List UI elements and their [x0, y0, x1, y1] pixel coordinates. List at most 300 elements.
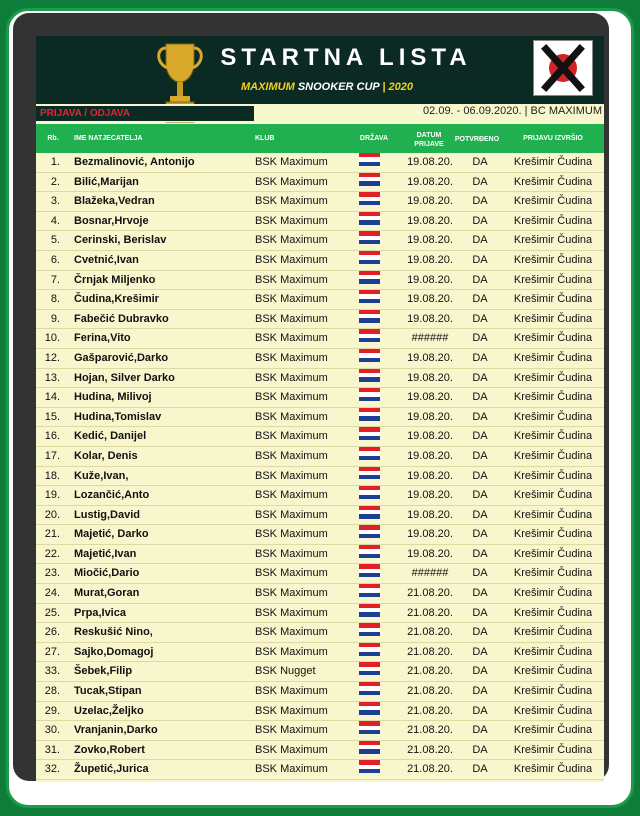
row-club: BSK Maximum — [255, 214, 328, 227]
table-row — [36, 564, 604, 584]
croatia-flag-icon — [359, 349, 380, 368]
table-row — [36, 506, 604, 526]
row-player-name: Hudina, Milivoj — [74, 391, 152, 404]
row-player-name: Ferina,Vito — [74, 332, 131, 345]
row-confirmed: DA — [472, 528, 488, 541]
row-club: BSK Maximum — [255, 234, 328, 247]
row-confirmed: DA — [472, 253, 488, 266]
maximum-logo — [533, 40, 593, 96]
row-registered-by: Krešimir Čudina — [513, 528, 593, 541]
row-registered-by: Krešimir Čudina — [513, 567, 593, 580]
row-country — [359, 192, 381, 211]
row-confirmed: DA — [472, 293, 488, 306]
table-row — [36, 623, 604, 643]
row-club: BSK Maximum — [255, 645, 328, 658]
row-date: 19.08.20. — [407, 508, 453, 521]
row-date: ###### — [411, 332, 449, 345]
row-rb: 17. — [44, 449, 60, 462]
row-country — [359, 760, 381, 779]
col-confirmed: POTVRĐENO — [454, 136, 500, 143]
subtitle-snooker-cup: SNOOKER CUP — [294, 81, 380, 93]
row-country — [359, 662, 381, 681]
row-player-name: Cerinski, Berislav — [74, 234, 167, 247]
row-country — [359, 506, 381, 525]
row-date: 21.08.20. — [407, 626, 453, 639]
croatia-flag-icon — [359, 702, 380, 721]
row-registered-by: Krešimir Čudina — [513, 449, 593, 462]
row-player-name: Miočić,Dario — [74, 567, 140, 580]
table-row — [36, 682, 604, 702]
row-confirmed: DA — [472, 273, 488, 286]
row-date: 19.08.20. — [407, 214, 453, 227]
row-date: 19.08.20. — [407, 273, 453, 286]
row-registered-by: Krešimir Čudina — [513, 175, 593, 188]
row-country — [359, 604, 381, 623]
row-player-name: Reskušić Nino, — [74, 626, 153, 639]
row-registered-by: Krešimir Čudina — [513, 665, 593, 678]
row-confirmed: DA — [472, 195, 488, 208]
row-club: BSK Maximum — [255, 156, 328, 168]
croatia-flag-icon — [359, 662, 380, 681]
row-confirmed: DA — [472, 508, 488, 521]
row-rb: 22. — [44, 547, 60, 560]
row-country — [359, 643, 381, 662]
row-player-name: Šebek,Filip — [74, 665, 133, 678]
row-club: BSK Maximum — [255, 508, 328, 521]
croatia-flag-icon — [359, 506, 380, 525]
row-rb: 7. — [50, 273, 60, 286]
table-row — [36, 388, 604, 408]
table-row — [36, 369, 604, 389]
row-player-name: Tucak,Stipan — [74, 685, 142, 698]
row-registered-by: Krešimir Čudina — [513, 685, 593, 698]
table-row — [36, 447, 604, 467]
table-row — [36, 702, 604, 722]
col-name: IME NATJECATELJA — [74, 135, 143, 142]
row-country — [359, 388, 381, 407]
croatia-flag-icon — [359, 545, 380, 564]
row-date: 19.08.20. — [407, 528, 453, 541]
row-player-name: Lustig,David — [74, 508, 141, 521]
row-rb: 27. — [44, 645, 60, 658]
row-confirmed: DA — [472, 449, 488, 462]
row-player-name: Črnjak Miljenko — [74, 273, 156, 286]
table-row — [36, 467, 604, 487]
row-rb: 10. — [44, 332, 60, 345]
table-row — [36, 290, 604, 310]
table-row — [36, 251, 604, 271]
row-country — [359, 682, 381, 701]
row-registered-by: Krešimir Čudina — [513, 587, 593, 600]
row-registered-by: Krešimir Čudina — [513, 351, 593, 364]
row-club: BSK Nugget — [255, 665, 316, 678]
table-row — [36, 310, 604, 330]
players-table — [36, 153, 604, 780]
prijava-odjava-label: PRIJAVA / ODJAVA — [36, 106, 254, 121]
row-country — [359, 251, 381, 270]
table-row — [36, 271, 604, 291]
row-player-name: Bezmalinović, Antonijo — [74, 156, 195, 168]
croatia-flag-icon — [359, 643, 380, 662]
row-player-name: Bilić,Marijan — [74, 175, 139, 188]
event-dates: 02.09. - 06.09.2020. | BC MAXIMUM — [423, 105, 602, 117]
row-club: BSK Maximum — [255, 253, 328, 266]
row-registered-by: Krešimir Čudina — [513, 743, 593, 756]
croatia-flag-icon — [359, 153, 380, 172]
table-row — [36, 153, 604, 173]
row-country — [359, 584, 381, 603]
row-country — [359, 486, 381, 505]
row-club: BSK Maximum — [255, 351, 328, 364]
row-player-name: Majetić,Ivan — [74, 547, 137, 560]
row-confirmed: DA — [472, 724, 488, 737]
row-player-name: Sajko,Domagoj — [74, 645, 154, 658]
row-confirmed: DA — [472, 665, 488, 678]
row-club: BSK Maximum — [255, 195, 328, 208]
row-club: BSK Maximum — [255, 587, 328, 600]
row-registered-by: Krešimir Čudina — [513, 724, 593, 737]
row-player-name: Župetić,Jurica — [74, 763, 149, 776]
row-rb: 13. — [44, 371, 60, 384]
row-date: 19.08.20. — [407, 351, 453, 364]
row-date: ###### — [411, 567, 449, 580]
row-player-name: Kolar, Denis — [74, 449, 138, 462]
row-registered-by: Krešimir Čudina — [513, 214, 593, 227]
row-club: BSK Maximum — [255, 293, 328, 306]
row-confirmed: DA — [472, 351, 488, 364]
croatia-flag-icon — [359, 408, 380, 427]
row-rb: 8. — [50, 293, 60, 306]
row-club: BSK Maximum — [255, 175, 328, 188]
row-club: BSK Maximum — [255, 273, 328, 286]
row-country — [359, 369, 381, 388]
row-confirmed: DA — [472, 469, 488, 482]
table-row — [36, 231, 604, 251]
row-confirmed: DA — [472, 645, 488, 658]
row-registered-by: Krešimir Čudina — [513, 410, 593, 423]
row-registered-by: Krešimir Čudina — [513, 371, 593, 384]
row-country — [359, 447, 381, 466]
row-player-name: Fabečić Dubravko — [74, 312, 169, 325]
row-club: BSK Maximum — [255, 312, 328, 325]
row-registered-by: Krešimir Čudina — [513, 547, 593, 560]
croatia-flag-icon — [359, 329, 380, 348]
table-header — [36, 124, 604, 153]
row-club: BSK Maximum — [255, 567, 328, 580]
row-rb: 1. — [50, 156, 60, 168]
row-confirmed: DA — [472, 626, 488, 639]
row-date: 19.08.20. — [407, 312, 453, 325]
row-country — [359, 545, 381, 564]
row-country — [359, 467, 381, 486]
row-registered-by: Krešimir Čudina — [513, 508, 593, 521]
row-country — [359, 271, 381, 290]
croatia-flag-icon — [359, 192, 380, 211]
row-registered-by: Krešimir Čudina — [513, 430, 593, 443]
row-country — [359, 564, 381, 583]
table-row — [36, 584, 604, 604]
row-club: BSK Maximum — [255, 371, 328, 384]
row-date: 19.08.20. — [407, 234, 453, 247]
row-date: 19.08.20. — [407, 293, 453, 306]
row-country — [359, 427, 381, 446]
row-player-name: Cvetnić,Ivan — [74, 253, 139, 266]
row-registered-by: Krešimir Čudina — [513, 253, 593, 266]
row-confirmed: DA — [472, 587, 488, 600]
table-row — [36, 329, 604, 349]
row-club: BSK Maximum — [255, 704, 328, 717]
croatia-flag-icon — [359, 721, 380, 740]
row-country — [359, 173, 381, 192]
row-club: BSK Maximum — [255, 489, 328, 502]
row-rb: 15. — [44, 410, 60, 423]
row-player-name: Vranjanin,Darko — [74, 724, 158, 737]
table-row — [36, 741, 604, 761]
row-club: BSK Maximum — [255, 391, 328, 404]
row-rb: 3. — [50, 195, 60, 208]
croatia-flag-icon — [359, 486, 380, 505]
row-player-name: Prpa,Ivica — [74, 606, 126, 619]
row-country — [359, 408, 381, 427]
row-date: 19.08.20. — [407, 156, 453, 168]
row-confirmed: DA — [472, 489, 488, 502]
row-country — [359, 702, 381, 721]
row-confirmed: DA — [472, 410, 488, 423]
croatia-flag-icon — [359, 388, 380, 407]
table-row — [36, 760, 604, 780]
row-player-name: Zovko,Robert — [74, 743, 145, 756]
row-date: 19.08.20. — [407, 195, 453, 208]
row-rb: 2. — [50, 175, 60, 188]
croatia-flag-icon — [359, 741, 380, 760]
row-confirmed: DA — [472, 704, 488, 717]
header-banner — [36, 36, 604, 104]
row-confirmed: DA — [472, 567, 488, 580]
row-player-name: Murat,Goran — [74, 587, 140, 600]
croatia-flag-icon — [359, 231, 380, 250]
row-date: 21.08.20. — [407, 763, 453, 776]
row-rb: 19. — [44, 489, 60, 502]
croatia-flag-icon — [359, 251, 380, 270]
row-country — [359, 212, 381, 231]
croatia-flag-icon — [359, 760, 380, 779]
row-registered-by: Krešimir Čudina — [513, 234, 593, 247]
row-club: BSK Maximum — [255, 606, 328, 619]
table-row — [36, 427, 604, 447]
row-club: BSK Maximum — [255, 410, 328, 423]
row-club: BSK Maximum — [255, 528, 328, 541]
row-date: 21.08.20. — [407, 587, 453, 600]
table-row — [36, 192, 604, 212]
croatia-flag-icon — [359, 173, 380, 192]
table-row — [36, 173, 604, 193]
row-club: BSK Maximum — [255, 724, 328, 737]
row-club: BSK Maximum — [255, 449, 328, 462]
row-rb: 24. — [44, 587, 60, 600]
row-date: 21.08.20. — [407, 685, 453, 698]
maximum-x-logo-icon — [534, 41, 592, 95]
row-date: 19.08.20. — [407, 175, 453, 188]
croatia-flag-icon — [359, 623, 380, 642]
table-row — [36, 545, 604, 565]
row-rb: 6. — [50, 253, 60, 266]
row-player-name: Lozančić,Anto — [74, 489, 150, 502]
table-row — [36, 349, 604, 369]
row-registered-by: Krešimir Čudina — [513, 606, 593, 619]
row-registered-by: Krešimir Čudina — [513, 391, 593, 404]
row-rb: 5. — [50, 234, 60, 247]
col-date: DATUM PRIJAVE — [414, 131, 444, 148]
row-registered-by: Krešimir Čudina — [513, 312, 593, 325]
row-player-name: Gašparović,Darko — [74, 351, 169, 364]
row-registered-by: Krešimir Čudina — [513, 293, 593, 306]
row-rb: 31. — [44, 743, 60, 756]
row-player-name: Blažeka,Vedran — [74, 195, 155, 208]
row-confirmed: DA — [472, 312, 488, 325]
row-registered-by: Krešimir Čudina — [513, 156, 593, 168]
row-club: BSK Maximum — [255, 685, 328, 698]
row-club: BSK Maximum — [255, 743, 328, 756]
tournament-subtitle — [222, 81, 432, 93]
croatia-flag-icon — [359, 212, 380, 231]
row-club: BSK Maximum — [255, 430, 328, 443]
start-list-sheet — [36, 36, 604, 782]
row-player-name: Hudina,Tomislav — [74, 410, 162, 423]
table-row — [36, 486, 604, 506]
row-confirmed: DA — [472, 214, 488, 227]
col-registered-by: PRIJAVU IZVRŠIO — [523, 135, 583, 142]
row-country — [359, 525, 381, 544]
row-country — [359, 310, 381, 329]
row-player-name: Bosnar,Hrvoje — [74, 214, 149, 227]
row-date: 21.08.20. — [407, 704, 453, 717]
table-row — [36, 721, 604, 741]
row-confirmed: DA — [472, 156, 488, 168]
row-registered-by: Krešimir Čudina — [513, 704, 593, 717]
row-date: 21.08.20. — [407, 665, 453, 678]
row-date: 21.08.20. — [407, 606, 453, 619]
row-date: 19.08.20. — [407, 489, 453, 502]
croatia-flag-icon — [359, 682, 380, 701]
row-country — [359, 349, 381, 368]
row-player-name: Uzelac,Željko — [74, 704, 144, 717]
croatia-flag-icon — [359, 564, 380, 583]
row-confirmed: DA — [472, 685, 488, 698]
row-confirmed: DA — [472, 332, 488, 345]
row-country — [359, 741, 381, 760]
row-rb: 9. — [50, 312, 60, 325]
row-date: 19.08.20. — [407, 410, 453, 423]
row-date: 19.08.20. — [407, 449, 453, 462]
row-registered-by: Krešimir Čudina — [513, 763, 593, 776]
croatia-flag-icon — [359, 290, 380, 309]
subtitle-maximum: MAXIMUM — [240, 81, 295, 93]
row-player-name: Čudina,Krešimir — [74, 293, 159, 306]
table-row — [36, 643, 604, 663]
table-row — [36, 408, 604, 428]
table-row — [36, 212, 604, 232]
row-registered-by: Krešimir Čudina — [513, 645, 593, 658]
row-rb: 30. — [44, 724, 60, 737]
row-confirmed: DA — [472, 371, 488, 384]
row-rb: 18. — [44, 469, 60, 482]
row-registered-by: Krešimir Čudina — [513, 195, 593, 208]
row-rb: 12. — [44, 351, 60, 364]
row-registered-by: Krešimir Čudina — [513, 332, 593, 345]
col-club: KLUB — [255, 135, 275, 142]
croatia-flag-icon — [359, 447, 380, 466]
subtitle-year: 2020 — [388, 81, 413, 93]
col-country: DRŽAVA — [359, 135, 389, 142]
row-rb: 20. — [44, 508, 60, 521]
row-country — [359, 329, 381, 348]
row-rb: 4. — [50, 214, 60, 227]
row-player-name: Hojan, Silver Darko — [74, 371, 175, 384]
row-player-name: Majetić, Darko — [74, 528, 149, 541]
row-date: 19.08.20. — [407, 253, 453, 266]
row-registered-by: Krešimir Čudina — [513, 469, 593, 482]
row-rb: 28. — [44, 685, 60, 698]
row-club: BSK Maximum — [255, 626, 328, 639]
row-date: 19.08.20. — [407, 391, 453, 404]
croatia-flag-icon — [359, 467, 380, 486]
row-rb: 14. — [44, 391, 60, 404]
row-rb: 33. — [44, 665, 60, 678]
row-club: BSK Maximum — [255, 332, 328, 345]
croatia-flag-icon — [359, 310, 380, 329]
row-country — [359, 623, 381, 642]
row-confirmed: DA — [472, 175, 488, 188]
row-player-name: Kedić, Danijel — [74, 430, 147, 443]
row-country — [359, 153, 381, 172]
table-row — [36, 662, 604, 682]
row-country — [359, 290, 381, 309]
croatia-flag-icon — [359, 525, 380, 544]
row-date: 21.08.20. — [407, 645, 453, 658]
row-country — [359, 231, 381, 250]
croatia-flag-icon — [359, 369, 380, 388]
row-rb: 21. — [44, 528, 60, 541]
row-registered-by: Krešimir Čudina — [513, 626, 593, 639]
subtitle-separator: | — [382, 81, 386, 93]
row-confirmed: DA — [472, 606, 488, 619]
row-club: BSK Maximum — [255, 763, 328, 776]
row-date: 19.08.20. — [407, 430, 453, 443]
row-date: 19.08.20. — [407, 371, 453, 384]
table-row — [36, 525, 604, 545]
page-title: STARTNA LISTA — [220, 44, 472, 71]
row-confirmed: DA — [472, 743, 488, 756]
row-rb: 32. — [44, 763, 60, 776]
row-country — [359, 721, 381, 740]
row-club: BSK Maximum — [255, 547, 328, 560]
croatia-flag-icon — [359, 604, 380, 623]
row-rb: 25. — [44, 606, 60, 619]
row-date: 19.08.20. — [407, 547, 453, 560]
croatia-flag-icon — [359, 271, 380, 290]
row-rb: 23. — [44, 567, 60, 580]
row-date: 21.08.20. — [407, 743, 453, 756]
row-confirmed: DA — [472, 391, 488, 404]
row-date: 21.08.20. — [407, 724, 453, 737]
row-confirmed: DA — [472, 763, 488, 776]
row-date: 19.08.20. — [407, 469, 453, 482]
row-rb: 29. — [44, 704, 60, 717]
croatia-flag-icon — [359, 584, 380, 603]
row-player-name: Kuže,Ivan, — [74, 469, 129, 482]
row-confirmed: DA — [472, 430, 488, 443]
col-rb: Rb. — [47, 135, 59, 142]
